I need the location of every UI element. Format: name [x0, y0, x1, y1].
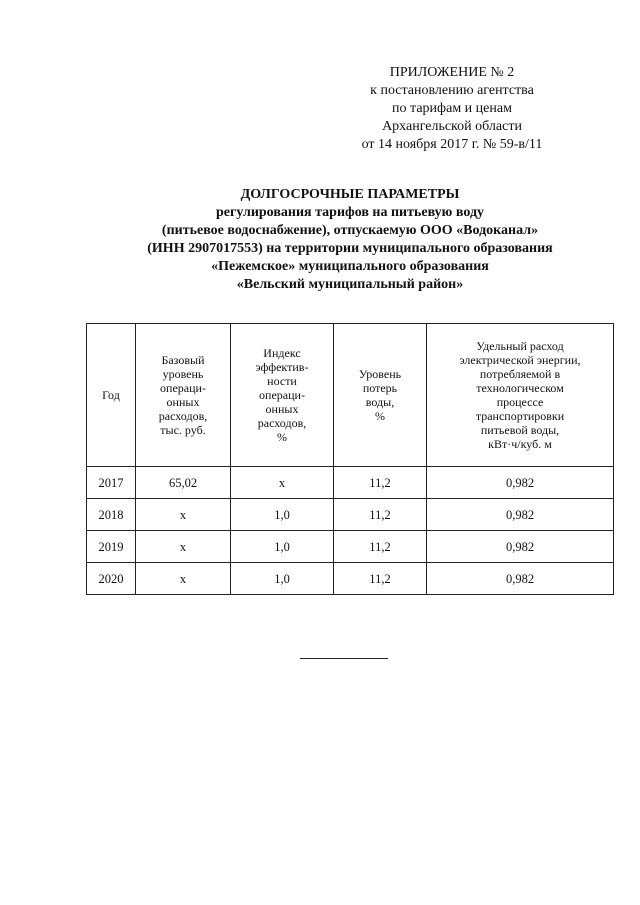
header-base-opex: Базовый уровень операци- онных расходов, тыс. руб. — [136, 324, 231, 467]
appendix-block — [342, 64, 562, 154]
appendix-line: к постановлению агентства — [370, 83, 534, 98]
title-line: регулирования тарифов на питьевую воду — [215, 205, 485, 220]
cell-water-loss: 11,2 — [334, 499, 427, 531]
title-line: (питьевое водоснабжение), отпускаемую ООО «Водоканал» — [161, 223, 539, 238]
header-efficiency-index: Индекс эффектив- ности операци- онных расходов, % — [231, 324, 334, 467]
cell-base-opex: 65,02 — [136, 467, 231, 499]
table-row — [87, 563, 614, 595]
cell-year: 2018 — [87, 499, 136, 531]
header-year: Год — [87, 324, 136, 467]
cell-efficiency-index: x — [231, 467, 334, 499]
title-line: (ИНН 2907017553) на территории муниципального образования — [147, 241, 553, 256]
appendix-line: от 14 ноября 2017 г. № 59-в/11 — [361, 137, 543, 152]
cell-year: 2017 — [87, 467, 136, 499]
cell-energy-consumption: 0,982 — [427, 499, 614, 531]
header-water-loss: Уровень потерь воды, % — [334, 324, 427, 467]
title-line: «Пежемское» муниципального образования — [211, 259, 489, 274]
title-line: «Вельский муниципальный район» — [236, 277, 464, 292]
table-row — [87, 531, 614, 563]
cell-efficiency-index: 1,0 — [231, 531, 334, 563]
separator-line — [300, 658, 388, 659]
appendix-line: Архангельской области — [382, 119, 522, 134]
cell-efficiency-index: 1,0 — [231, 563, 334, 595]
cell-year: 2019 — [87, 531, 136, 563]
cell-energy-consumption: 0,982 — [427, 467, 614, 499]
cell-year: 2020 — [87, 563, 136, 595]
parameters-table — [86, 323, 614, 595]
cell-water-loss: 11,2 — [334, 531, 427, 563]
cell-base-opex: x — [136, 531, 231, 563]
cell-base-opex: x — [136, 499, 231, 531]
header-energy-consumption: Удельный расход электрической энергии, потребляемой в технологическом процессе транспортировки питьевой воды, кВт·ч/куб. м — [427, 324, 614, 467]
appendix-line: по тарифам и ценам — [392, 101, 512, 116]
cell-energy-consumption: 0,982 — [427, 531, 614, 563]
table-row — [87, 467, 614, 499]
cell-base-opex: x — [136, 563, 231, 595]
document-title — [90, 186, 610, 294]
appendix-line: ПРИЛОЖЕНИЕ № 2 — [389, 65, 515, 80]
table-header-row — [87, 324, 614, 467]
cell-water-loss: 11,2 — [334, 467, 427, 499]
title-line: ДОЛГОСРОЧНЫЕ ПАРАМЕТРЫ — [240, 187, 460, 202]
table-row — [87, 499, 614, 531]
cell-water-loss: 11,2 — [334, 563, 427, 595]
cell-energy-consumption: 0,982 — [427, 563, 614, 595]
cell-efficiency-index: 1,0 — [231, 499, 334, 531]
